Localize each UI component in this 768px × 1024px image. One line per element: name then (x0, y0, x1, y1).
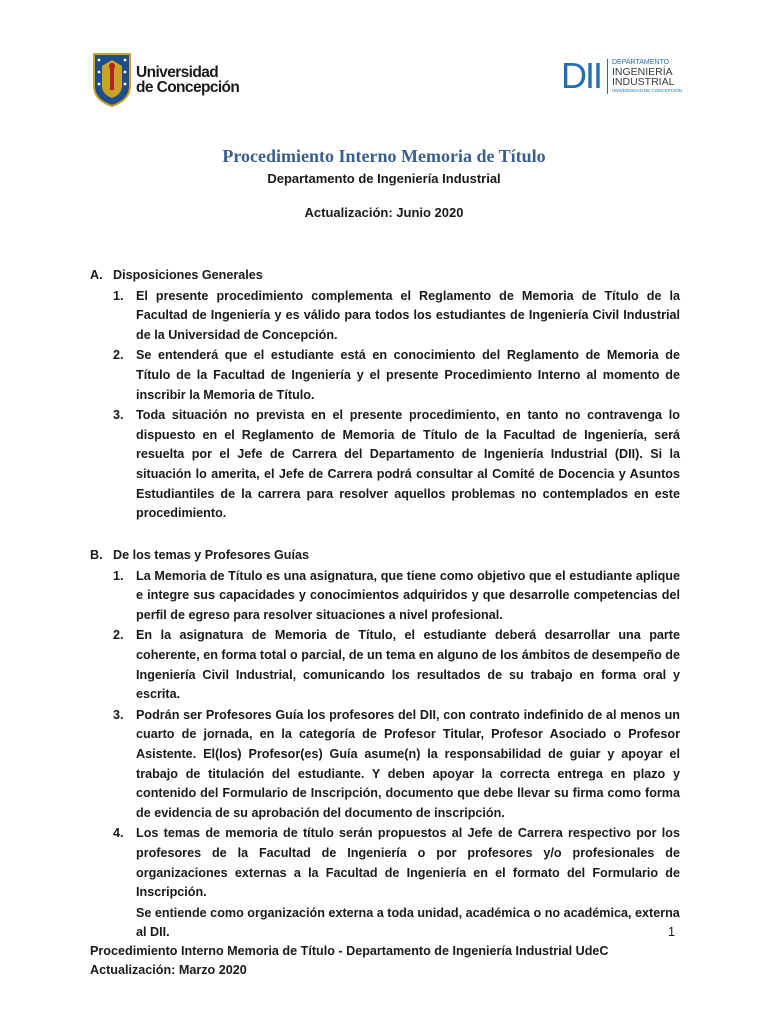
item-number: 2. (113, 628, 124, 643)
list-item (90, 626, 680, 704)
dii-industrial: INDUSTRIAL (611, 75, 675, 88)
item-number: 3. (113, 408, 124, 423)
section-a-list (90, 287, 680, 524)
footer-line2: Actualización: Marzo 2020 (90, 963, 247, 977)
list-item (90, 567, 680, 626)
dii-mark: DII (560, 55, 601, 96)
item-number: 1. (113, 288, 124, 303)
item-text: Se entenderá que el estudiante está en conocimiento del Reglamento de Memoria de Título de la Facultad de Ingeniería y el presente Procedimiento Interno al momento de inscribir la Memoria de Título. (136, 348, 680, 402)
section-b-heading (90, 546, 680, 566)
item-number: 2. (113, 348, 124, 363)
page-footer (90, 942, 609, 980)
item-number: 1. (113, 568, 124, 583)
section-a (90, 266, 680, 524)
document-title: Procedimiento Interno Memoria de Título (222, 146, 546, 166)
udec-shield-icon (92, 52, 132, 108)
dii-logo (560, 55, 682, 96)
footer-line1: Procedimiento Interno Memoria de Título - Departamento de Ingeniería Industrial UdeC (90, 944, 609, 958)
dii-university: UNIVERSIDAD DE CONCEPCIÓN (611, 87, 682, 93)
document-subtitle: Departamento de Ingeniería Industrial (267, 171, 501, 186)
section-b-note: Se entiende como organización externa a toda unidad, académica o no académica, externa al DII. (136, 905, 680, 940)
list-item (90, 824, 680, 902)
section-a-heading (90, 266, 680, 286)
page-number: 1 (668, 925, 676, 939)
udec-name-line1: Universidad (136, 64, 219, 81)
list-item (90, 287, 680, 346)
page-header (88, 48, 682, 114)
item-text: En la asignatura de Memoria de Título, el estudiante deberá desarrollar una parte coherente, en forma total o parcial, de un tema en alguno de los ámbitos de desempeño de Ingeniería Civil Industrial, comunicando los resultados de su trabajo en forma oral y escrita. (136, 628, 680, 702)
document-update-date: Actualización: Junio 2020 (304, 205, 464, 220)
list-item (90, 346, 680, 405)
item-text: Toda situación no prevista en el presente procedimiento, en tanto no contravenga lo dispuesto en el Reglamento de Memoria de Título de la Facultad de Ingeniería, será resuelta por el Jefe de Carrera del Departamento de Ingeniería Industrial (DII). Si la situación lo amerita, el Jefe de Carrera podrá consultar al Comité de Docencia y Asuntos Estudiantiles de la carrera para resolver aquellos problemas no contemplados en este procedimiento. (136, 408, 680, 521)
dii-ingenieria: INGENIERÍA (611, 65, 673, 78)
item-number: 4. (113, 826, 124, 841)
udec-logo (92, 52, 239, 108)
item-text: La Memoria de Título es una asignatura, que tiene como objetivo que el estudiante aplique e integre sus capacidades y conocimientos adquiridos y que desarrolle competencias del perfil de egreso para resolver situaciones a nivel profesional. (136, 568, 680, 622)
section-a-letter: A. (90, 268, 103, 282)
item-number: 3. (113, 707, 124, 722)
section-b-title: De los temas y Profesores Guías (113, 548, 309, 562)
list-item (90, 406, 680, 524)
section-b-letter: B. (90, 548, 103, 562)
udec-name-line2: de Concepción (136, 79, 240, 96)
dii-department: DEPARTAMENTO (611, 58, 670, 66)
item-text: El presente procedimiento complementa el Reglamento de Memoria de Título de la Facultad de Ingeniería y es válido para todos los estudiantes de Ingeniería Civil Industrial de la Universidad de Concepción. (136, 288, 680, 342)
section-b-list (90, 567, 680, 903)
list-item (90, 706, 680, 824)
section-b (90, 546, 680, 943)
section-a-title: Disposiciones Generales (113, 268, 263, 282)
item-text: Los temas de memoria de título serán propuestos al Jefe de Carrera respectivo por los profesores de la Facultad de Ingeniería o por profesores y/o profesionales de organizaciones externas a la Facultad de Ingeniería en el formato del Formulario de Inscripción. (136, 826, 680, 900)
item-text: Podrán ser Profesores Guía los profesores del DII, con contrato indefinido de al menos un cuarto de jornada, en la categoría de Profesor Titular, Profesor Asociado o Profesor Asistente. El(los) Profesor(es) Guía asume(n) la responsabilidad de guiar y apoyar el trabajo de titulación del estudiante. Y deben apoyar la correcta entrega en plazo y contenido del Formulario de Inscripción, documento que debe llevar su firma como forma de evidencia de su aprobación del documento de inscripción. (136, 707, 680, 820)
